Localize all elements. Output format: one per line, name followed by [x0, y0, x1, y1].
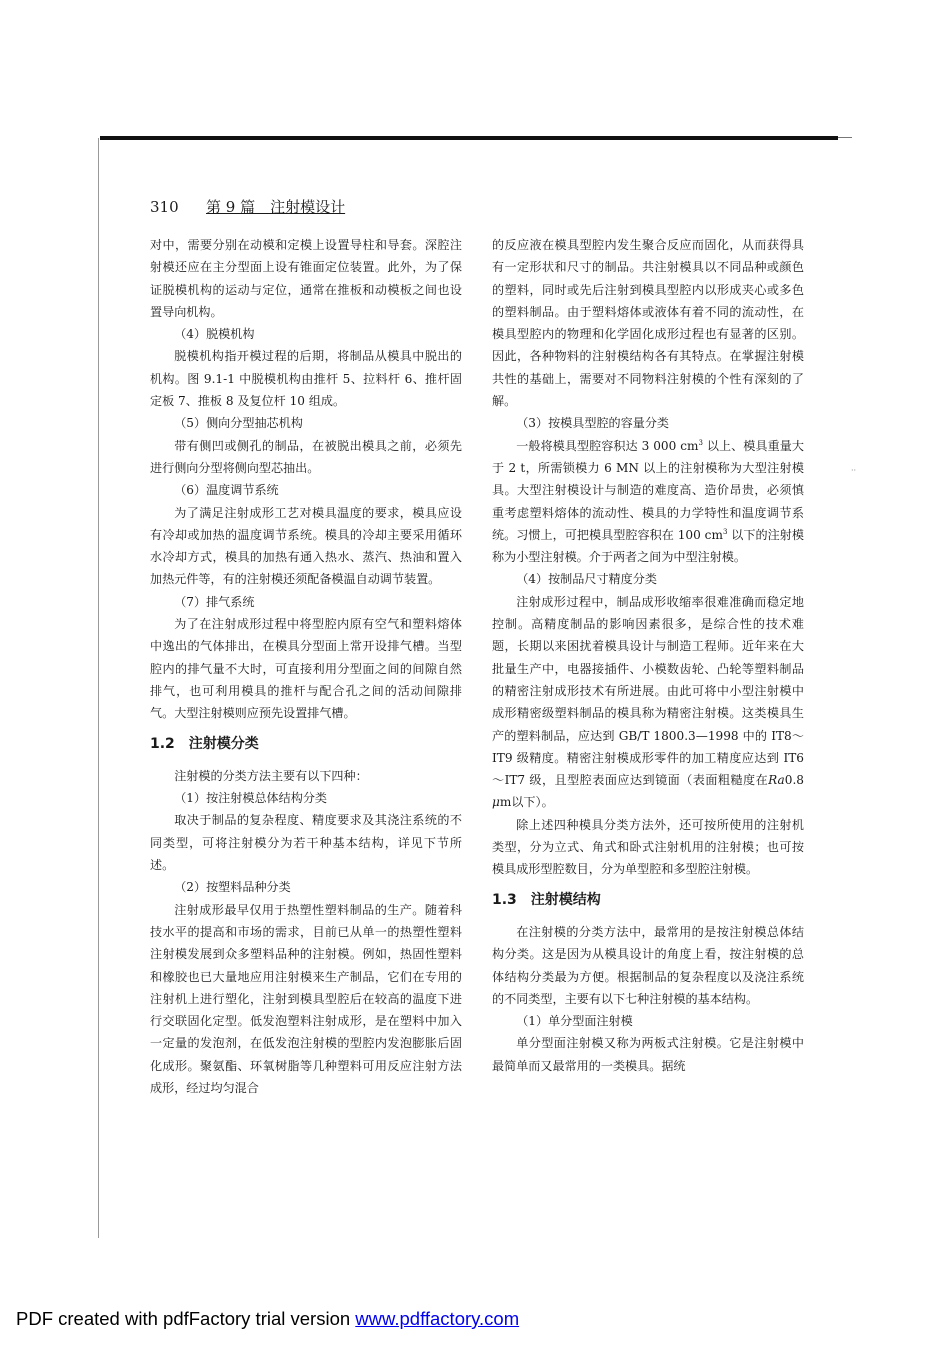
heading-by-structure: （1）按注射模总体结构分类	[174, 791, 328, 806]
heading-single-parting: （1）单分型面注射模	[516, 1014, 633, 1029]
watermark-text: PDF created with pdfFactory trial version	[16, 1308, 356, 1329]
capacity-text-a: 一般将模具型腔容积达 3 000 cm	[516, 438, 699, 453]
scan-speck: ··	[851, 466, 857, 475]
precision-text-b: 0.8	[784, 773, 804, 788]
right-column	[492, 234, 804, 1077]
paragraph-single-parting: 单分型面注射模又称为两板式注射模。它是注射模中最简单而又最常用的一类模具。据统	[492, 1036, 804, 1073]
paragraph-reaction-injection: 的反应液在模具型腔内发生聚合反应而固化，从而获得具有一定形状和尺寸的制品。共注射模具以不同品种或颜色的塑料，同时或先后注射到模具型腔内以形成夹心或多色的塑料制品。由于塑料熔体或液体有着不同的流动性，在模具型腔内的物理和化学固化成形过程也有显著的区别。因此，各种物料的注射模结构各有其特点。在掌握注射模共性的基础上，需要对不同物料注射模的个性有深刻的了解。	[492, 238, 804, 409]
paragraph-venting: 为了在注射成形过程中将型腔内原有空气和塑料熔体中逸出的气体排出，在模具分型面上常开设排气槽。当型腔内的排气量不大时，可直接利用分型面之间的间隙自然排气，也可利用模具的推杆与配合孔之间的活动间隙排气。大型注射模则应预先设置排气槽。	[150, 617, 462, 721]
heading-by-plastic-type: （2）按塑料品种分类	[174, 880, 291, 895]
paragraph-classification-intro: 注射模的分类方法主要有以下四种：	[174, 768, 368, 783]
paragraph-demolding: 脱模机构指开模过程的后期，将制品从模具中脱出的机构。图 9.1-1 中脱模机构由推杆 5、拉料杆 6、推杆固定板 7、推板 8 及复位杆 10 组成。	[150, 349, 462, 409]
paragraph-by-capacity	[492, 435, 804, 569]
heading-by-capacity: （3）按模具型腔的容量分类	[516, 416, 670, 431]
paragraph-side-core: 带有侧凹或侧孔的制品，在被脱出模具之前，必须先进行侧向分型将侧向型芯抽出。	[150, 438, 462, 475]
paragraph-temperature: 为了满足注射成形工艺对模具温度的要求，模具应设有冷却或加热的温度调节系统。模具的冷却主要采用循环水冷却方式，模具的加热有通入热水、蒸汽、热油和置入加热元件等，有的注射模还须配备模温自动调节装置。	[150, 505, 462, 587]
paragraph-by-plastic-type: 注射成形最早仅用于热塑性塑料制品的生产。随着科技水平的提高和市场的需求，目前已从单一的热塑性塑料注射模发展到众多塑料品种的注射模。例如，热固性塑料和橡胶也已大量地应用注射模来生产制品，它们在专用的注射机上进行塑化，注射到模具型腔后在较高的温度下进行交联固化定型。低发泡塑料注射成形，是在塑料中加入一定量的发泡剂，在低发泡注射模的型腔内发泡膨胀后固化成形。聚氨酯、环氧树脂等几种塑料可用反应注射方法成形，经过均匀混合	[150, 902, 462, 1095]
page-number: 310	[150, 198, 179, 216]
left-column	[150, 234, 462, 1099]
heading-demolding-mechanism: （4）脱模机构	[174, 327, 255, 342]
mu-symbol: μ	[492, 795, 500, 810]
part-title: 第 9 篇 注射模设计	[206, 198, 346, 216]
paragraph-guide-alignment: 对中，需要分别在动模和定模上设置导柱和导套。深腔注射模还应在主分型面上设有锥面定位装置。此外，为了保证脱模机构的运动与定位，通常在推板和动模板之间也设置导向机构。	[150, 238, 462, 319]
pdf-watermark	[16, 1308, 519, 1330]
header-rule	[100, 136, 838, 140]
header-rule-tail	[838, 137, 852, 138]
heading-by-precision: （4）按制品尺寸精度分类	[516, 572, 657, 587]
section-heading-1-2: 1.2 注射模分类	[150, 735, 259, 752]
capacity-text-b: 以上、模具重量大于 2 t，所需锁模力 6 MN 以上的注射模称为大型注射模具。大型注射模设计与制造的难度高、造价昂贵，必须慎重考虑塑料熔体的流动性、模具的力学特性和温度调节系统。习惯上，可把模具型腔容积在 100 cm	[492, 438, 804, 542]
paragraph-other-classifications: 除上述四种模具分类方法外，还可按所使用的注射机类型，分为立式、角式和卧式注射机用的注射模；也可按模具成形型腔数目，分为单型腔和多型腔注射模。	[492, 817, 804, 877]
paragraph-by-precision	[492, 591, 804, 814]
precision-text-c: m以下）。	[499, 795, 554, 810]
heading-temperature-control: （6）温度调节系统	[174, 483, 279, 498]
pdffactory-link[interactable]: www.pdffactory.com	[355, 1308, 520, 1329]
ra-symbol: Ra	[768, 773, 785, 788]
page-header	[150, 196, 345, 217]
heading-side-core-pulling: （5）侧向分型抽芯机构	[174, 416, 303, 431]
superscript-3: 3	[698, 438, 703, 447]
section-heading-1-3: 1.3 注射模结构	[492, 891, 601, 908]
paragraph-by-structure: 取决于制品的复杂程度、精度要求及其浇注系统的不同类型，可将注射模分为若干种基本结构，详见下节所述。	[150, 813, 462, 873]
precision-text-a: 注射成形过程中，制品成形收缩率很难准确而稳定地控制。高精度制品的影响因素很多，是综合性的技术难题，长期以来困扰着模具设计与制造工程师。近年来在大批量生产中，电器接插件、小模数齿轮、凸轮等塑料制品的精密注射成形技术有所进展。由此可将中小型注射模中成形精密级塑料制品的模具称为精密注射模。这类模具生产的塑料制品，应达到 GB/T 1800.3—1998 中的 IT8～IT9 级精度。精密注射模成形零件的加工精度应达到 IT6～IT7 级，且型腔表面应达到镜面（表面粗糙度在	[492, 594, 804, 788]
scan-margin-line	[98, 138, 99, 1238]
heading-venting-system: （7）排气系统	[174, 594, 255, 609]
paragraph-structure-intro: 在注射模的分类方法中，最常用的是按注射模总体结构分类。这是因为从模具设计的角度上看，按注射模的总体结构分类最为方便。根据制品的复杂程度以及浇注系统的不同类型，主要有以下七种注射模的基本结构。	[492, 924, 804, 1006]
capacity-text-c: 以下的注射模称为小型注射模。介于两者之间为中型注射模。	[492, 527, 804, 565]
superscript-3: 3	[722, 527, 728, 536]
